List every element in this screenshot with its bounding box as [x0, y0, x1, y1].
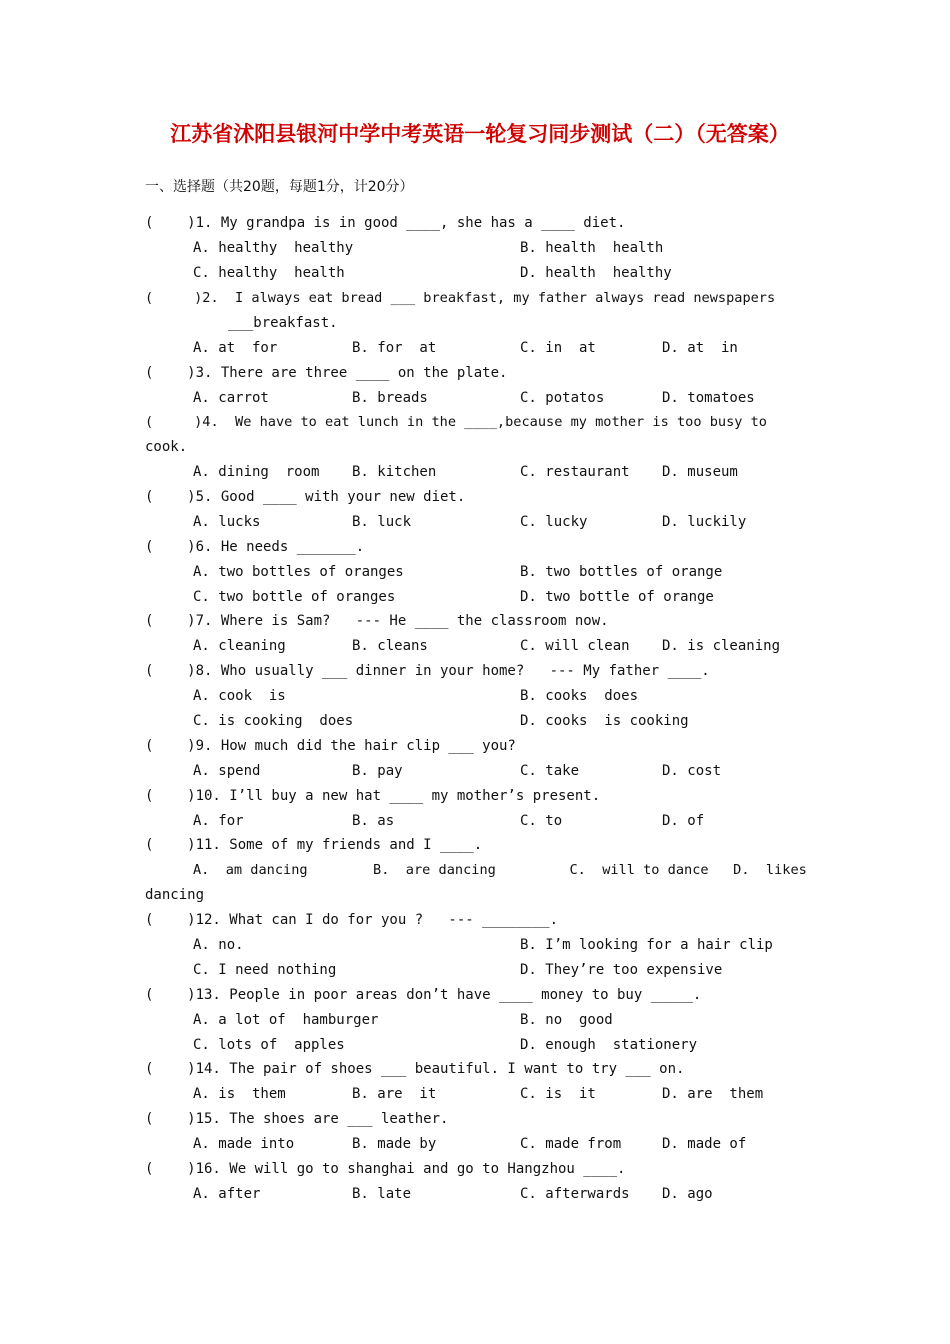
q9-option-b: B. pay [352, 763, 403, 779]
q12-option-d: D. They’re too expensive [520, 962, 723, 978]
q14-option-a: A. is them [193, 1086, 286, 1102]
q7-option-c: C. will clean [520, 638, 630, 654]
q5-option-d: D. luckily [662, 514, 747, 530]
question-12: ( )12. What can I do for you ? --- ________. [145, 912, 559, 928]
q3-option-d: D. tomatoes [662, 390, 755, 406]
q14-option-c: C. is it [520, 1086, 596, 1102]
q16-option-b: B. late [352, 1186, 412, 1202]
q8-option-c: C. is cooking does [193, 713, 354, 729]
section-heading: 一、选择题（共20题，每题1分，计20分） [145, 179, 414, 195]
question-14: ( )14. The pair of shoes ___ beautiful. I want to try ___ on. [145, 1061, 685, 1077]
q4-option-c: C. restaurant [520, 464, 630, 480]
q2-option-a: A. at for [193, 340, 278, 356]
q12-option-b: B. I’m looking for a hair clip [520, 937, 773, 953]
q2-option-d: D. at in [662, 340, 738, 356]
question-13: ( )13. People in poor areas don’t have ____ money to buy _____. [145, 987, 702, 1003]
page-title: 江苏省沭阳县银河中学中考英语一轮复习同步测试（二）（无答案） [170, 121, 790, 146]
question-10: ( )10. I’ll buy a new hat ____ my mother’s present. [145, 788, 601, 804]
question-11: ( )11. Some of my friends and I ____. [145, 837, 483, 853]
q15-option-c: C. made from [520, 1136, 622, 1152]
q11-options: A. am dancing B. are dancing C. will to dance D. likes [193, 862, 807, 878]
q6-option-a: A. two bottles of oranges [193, 564, 404, 580]
question-3: ( )3. There are three ____ on the plate. [145, 365, 508, 381]
q3-option-c: C. potatos [520, 390, 605, 406]
q1-option-a: A. healthy healthy [193, 240, 354, 256]
q5-option-a: A. lucks [193, 514, 261, 530]
q14-option-b: B. are it [352, 1086, 437, 1102]
q13-option-d: D. enough stationery [520, 1037, 698, 1053]
q9-option-c: C. take [520, 763, 580, 779]
q16-option-d: D. ago [662, 1186, 713, 1202]
q4-option-b: B. kitchen [352, 464, 437, 480]
q7-option-d: D. is cleaning [662, 638, 781, 654]
q16-option-c: C. afterwards [520, 1186, 630, 1202]
q6-option-d: D. two bottle of orange [520, 589, 714, 605]
q1-option-c: C. healthy health [193, 265, 345, 281]
q10-option-b: B. as [352, 813, 395, 829]
q16-option-a: A. after [193, 1186, 261, 1202]
q12-option-c: C. I need nothing [193, 962, 337, 978]
q10-option-a: A. for [193, 813, 244, 829]
q4-option-a: A. dining room [193, 464, 320, 480]
q7-option-a: A. cleaning [193, 638, 286, 654]
q1-option-b: B. health health [520, 240, 664, 256]
question-2-cont: ___breakfast. [228, 315, 338, 331]
q13-option-b: B. no good [520, 1012, 613, 1028]
q6-option-b: B. two bottles of orange [520, 564, 723, 580]
q1-option-d: D. health healthy [520, 265, 672, 281]
question-4: ( )4. We have to eat lunch in the ____,because my mother is too busy to [145, 414, 767, 430]
question-6: ( )6. He needs _______. [145, 539, 365, 555]
q4-option-d: D. museum [662, 464, 738, 480]
q8-option-a: A. cook is [193, 688, 286, 704]
q9-option-d: D. cost [662, 763, 722, 779]
question-4-cont: cook. [145, 439, 188, 455]
q3-option-a: A. carrot [193, 390, 269, 406]
q2-option-c: C. in at [520, 340, 596, 356]
q11-options-cont: dancing [145, 887, 205, 903]
q14-option-d: D. are them [662, 1086, 764, 1102]
question-2: ( )2. I always eat bread ___ breakfast, my father always read newspapers [145, 290, 776, 306]
q15-option-d: D. made of [662, 1136, 747, 1152]
q5-option-c: C. lucky [520, 514, 588, 530]
q2-option-b: B. for at [352, 340, 437, 356]
q13-option-c: C. lots of apples [193, 1037, 345, 1053]
q7-option-b: B. cleans [352, 638, 428, 654]
q10-option-d: D. of [662, 813, 705, 829]
q10-option-c: C. to [520, 813, 563, 829]
question-7: ( )7. Where is Sam? --- He ____ the classroom now. [145, 613, 609, 629]
q15-option-b: B. made by [352, 1136, 437, 1152]
q3-option-b: B. breads [352, 390, 428, 406]
question-5: ( )5. Good ____ with your new diet. [145, 489, 466, 505]
q6-option-c: C. two bottle of oranges [193, 589, 396, 605]
question-15: ( )15. The shoes are ___ leather. [145, 1111, 449, 1127]
q15-option-a: A. made into [193, 1136, 295, 1152]
q9-option-a: A. spend [193, 763, 261, 779]
q8-option-d: D. cooks is cooking [520, 713, 689, 729]
q13-option-a: A. a lot of hamburger [193, 1012, 379, 1028]
q8-option-b: B. cooks does [520, 688, 639, 704]
question-1: ( )1. My grandpa is in good ____, she has a ____ diet. [145, 215, 626, 231]
q12-option-a: A. no. [193, 937, 244, 953]
q5-option-b: B. luck [352, 514, 412, 530]
question-8: ( )8. Who usually ___ dinner in your home? --- My father ____. [145, 663, 710, 679]
question-9: ( )9. How much did the hair clip ___ you? [145, 738, 516, 754]
question-16: ( )16. We will go to shanghai and go to Hangzhou ____. [145, 1161, 626, 1177]
